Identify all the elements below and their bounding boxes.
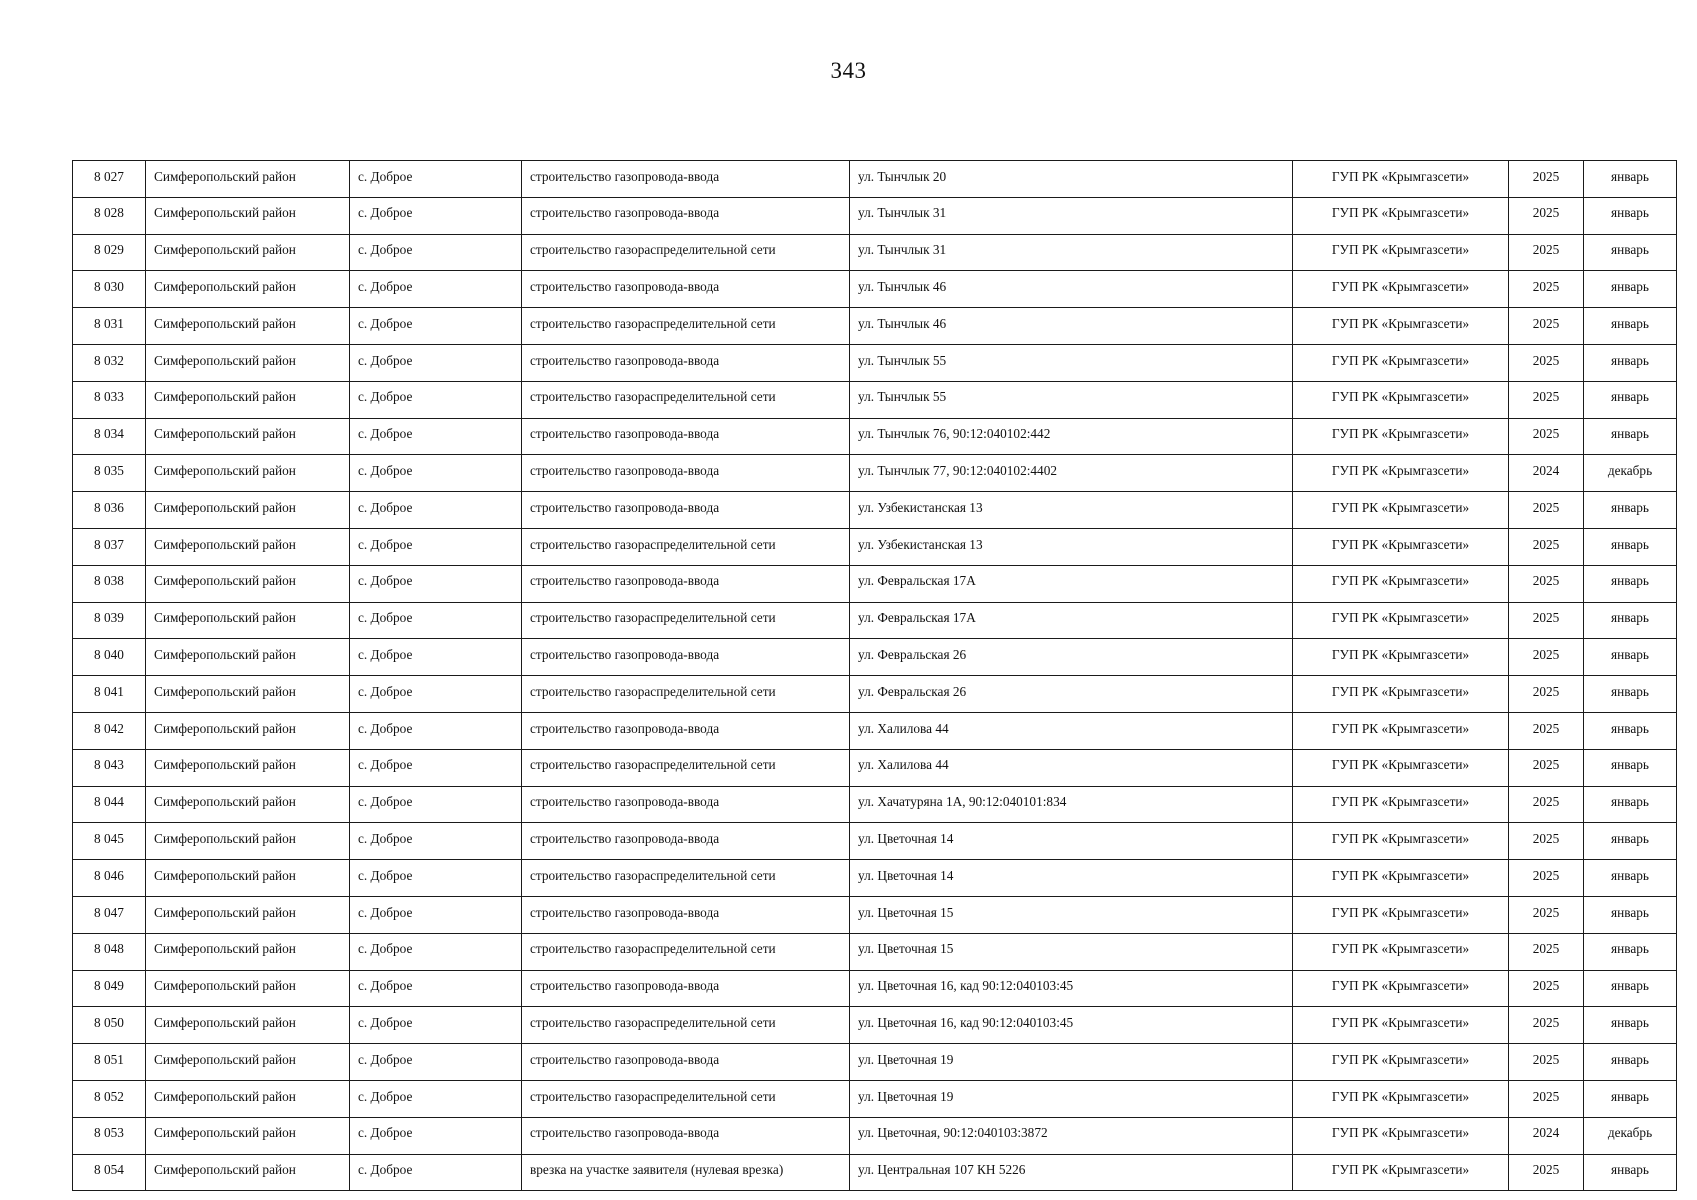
- cell-year: 2025: [1509, 823, 1584, 860]
- cell-address: ул. Февральская 17А: [850, 565, 1293, 602]
- table-row: [73, 896, 1677, 933]
- cell-address: ул. Узбекистанская 13: [850, 492, 1293, 529]
- cell-month: январь: [1584, 823, 1677, 860]
- cell-number: 8 053: [73, 1117, 146, 1154]
- cell-district: Симферопольский район: [146, 1154, 350, 1191]
- cell-month: январь: [1584, 1007, 1677, 1044]
- cell-month: январь: [1584, 565, 1677, 602]
- cell-work-type: строительство газораспределительной сети: [522, 308, 850, 345]
- cell-number: 8 052: [73, 1080, 146, 1117]
- cell-month: январь: [1584, 234, 1677, 271]
- cell-work-type: строительство газопровода-ввода: [522, 418, 850, 455]
- cell-settlement: с. Доброе: [350, 234, 522, 271]
- cell-address: ул. Цветочная 14: [850, 823, 1293, 860]
- cell-organization: ГУП РК «Крымгазсети»: [1293, 308, 1509, 345]
- cell-organization: ГУП РК «Крымгазсети»: [1293, 712, 1509, 749]
- cell-settlement: с. Доброе: [350, 565, 522, 602]
- cell-district: Симферопольский район: [146, 639, 350, 676]
- table-row: [73, 344, 1677, 381]
- cell-year: 2025: [1509, 712, 1584, 749]
- cell-organization: ГУП РК «Крымгазсети»: [1293, 602, 1509, 639]
- cell-month: январь: [1584, 970, 1677, 1007]
- cell-organization: ГУП РК «Крымгазсети»: [1293, 197, 1509, 234]
- cell-organization: ГУП РК «Крымгазсети»: [1293, 749, 1509, 786]
- cell-district: Симферопольский район: [146, 896, 350, 933]
- cell-address: ул. Халилова 44: [850, 712, 1293, 749]
- cell-number: 8 034: [73, 418, 146, 455]
- cell-year: 2025: [1509, 933, 1584, 970]
- table-row: [73, 455, 1677, 492]
- cell-organization: ГУП РК «Крымгазсети»: [1293, 161, 1509, 198]
- cell-year: 2024: [1509, 455, 1584, 492]
- cell-organization: ГУП РК «Крымгазсети»: [1293, 344, 1509, 381]
- cell-settlement: с. Доброе: [350, 528, 522, 565]
- table-row: [73, 381, 1677, 418]
- cell-settlement: с. Доброе: [350, 271, 522, 308]
- cell-month: январь: [1584, 1044, 1677, 1081]
- cell-settlement: с. Доброе: [350, 749, 522, 786]
- cell-address: ул. Тынчлык 31: [850, 234, 1293, 271]
- cell-work-type: строительство газопровода-ввода: [522, 161, 850, 198]
- cell-district: Симферопольский район: [146, 381, 350, 418]
- cell-month: январь: [1584, 860, 1677, 897]
- cell-address: ул. Цветочная 15: [850, 896, 1293, 933]
- cell-number: 8 048: [73, 933, 146, 970]
- cell-district: Симферопольский район: [146, 712, 350, 749]
- cell-district: Симферопольский район: [146, 933, 350, 970]
- cell-organization: ГУП РК «Крымгазсети»: [1293, 1117, 1509, 1154]
- cell-organization: ГУП РК «Крымгазсети»: [1293, 933, 1509, 970]
- cell-organization: ГУП РК «Крымгазсети»: [1293, 823, 1509, 860]
- cell-work-type: строительство газопровода-ввода: [522, 197, 850, 234]
- cell-work-type: строительство газораспределительной сети: [522, 860, 850, 897]
- cell-work-type: строительство газораспределительной сети: [522, 381, 850, 418]
- cell-settlement: с. Доброе: [350, 896, 522, 933]
- table-row: [73, 639, 1677, 676]
- table-row: [73, 1007, 1677, 1044]
- cell-work-type: строительство газораспределительной сети: [522, 234, 850, 271]
- table-row: [73, 565, 1677, 602]
- table-row: [73, 676, 1677, 713]
- cell-year: 2025: [1509, 271, 1584, 308]
- cell-organization: ГУП РК «Крымгазсети»: [1293, 492, 1509, 529]
- registry-table: [72, 160, 1677, 1191]
- cell-settlement: с. Доброе: [350, 455, 522, 492]
- cell-month: январь: [1584, 1080, 1677, 1117]
- table-row: [73, 1154, 1677, 1191]
- cell-number: 8 032: [73, 344, 146, 381]
- cell-settlement: с. Доброе: [350, 492, 522, 529]
- cell-work-type: врезка на участке заявителя (нулевая врезка): [522, 1154, 850, 1191]
- cell-work-type: строительство газораспределительной сети: [522, 933, 850, 970]
- cell-month: январь: [1584, 197, 1677, 234]
- cell-settlement: с. Доброе: [350, 1044, 522, 1081]
- cell-year: 2025: [1509, 676, 1584, 713]
- cell-year: 2024: [1509, 1117, 1584, 1154]
- cell-settlement: с. Доброе: [350, 1007, 522, 1044]
- cell-number: 8 047: [73, 896, 146, 933]
- table-row: [73, 1044, 1677, 1081]
- cell-address: ул. Тынчлык 46: [850, 308, 1293, 345]
- cell-work-type: строительство газопровода-ввода: [522, 344, 850, 381]
- cell-address: ул. Цветочная, 90:12:040103:3872: [850, 1117, 1293, 1154]
- cell-district: Симферопольский район: [146, 528, 350, 565]
- cell-number: 8 036: [73, 492, 146, 529]
- cell-district: Симферопольский район: [146, 565, 350, 602]
- cell-organization: ГУП РК «Крымгазсети»: [1293, 1080, 1509, 1117]
- cell-work-type: строительство газопровода-ввода: [522, 1044, 850, 1081]
- cell-settlement: с. Доброе: [350, 1117, 522, 1154]
- cell-settlement: с. Доброе: [350, 381, 522, 418]
- cell-year: 2025: [1509, 234, 1584, 271]
- cell-number: 8 029: [73, 234, 146, 271]
- cell-number: 8 040: [73, 639, 146, 676]
- cell-month: январь: [1584, 749, 1677, 786]
- cell-settlement: с. Доброе: [350, 933, 522, 970]
- cell-settlement: с. Доброе: [350, 308, 522, 345]
- cell-settlement: с. Доброе: [350, 197, 522, 234]
- cell-work-type: строительство газопровода-ввода: [522, 565, 850, 602]
- cell-year: 2025: [1509, 381, 1584, 418]
- cell-address: ул. Халилова 44: [850, 749, 1293, 786]
- cell-district: Симферопольский район: [146, 676, 350, 713]
- cell-year: 2025: [1509, 344, 1584, 381]
- table-row: [73, 749, 1677, 786]
- cell-month: январь: [1584, 639, 1677, 676]
- cell-year: 2025: [1509, 896, 1584, 933]
- cell-work-type: строительство газопровода-ввода: [522, 823, 850, 860]
- cell-month: январь: [1584, 528, 1677, 565]
- cell-number: 8 046: [73, 860, 146, 897]
- cell-month: январь: [1584, 786, 1677, 823]
- cell-address: ул. Центральная 107 КН 5226: [850, 1154, 1293, 1191]
- cell-district: Симферопольский район: [146, 418, 350, 455]
- cell-organization: ГУП РК «Крымгазсети»: [1293, 418, 1509, 455]
- cell-address: ул. Тынчлык 77, 90:12:040102:4402: [850, 455, 1293, 492]
- cell-settlement: с. Доброе: [350, 639, 522, 676]
- cell-district: Симферопольский район: [146, 860, 350, 897]
- cell-organization: ГУП РК «Крымгазсети»: [1293, 455, 1509, 492]
- cell-month: январь: [1584, 602, 1677, 639]
- cell-settlement: с. Доброе: [350, 823, 522, 860]
- cell-year: 2025: [1509, 197, 1584, 234]
- cell-address: ул. Тынчлык 76, 90:12:040102:442: [850, 418, 1293, 455]
- cell-work-type: строительство газораспределительной сети: [522, 528, 850, 565]
- cell-settlement: с. Доброе: [350, 1154, 522, 1191]
- cell-work-type: строительство газопровода-ввода: [522, 639, 850, 676]
- cell-organization: ГУП РК «Крымгазсети»: [1293, 565, 1509, 602]
- table-row: [73, 602, 1677, 639]
- cell-address: ул. Цветочная 14: [850, 860, 1293, 897]
- cell-month: январь: [1584, 271, 1677, 308]
- cell-number: 8 041: [73, 676, 146, 713]
- cell-work-type: строительство газораспределительной сети: [522, 749, 850, 786]
- cell-address: ул. Цветочная 19: [850, 1044, 1293, 1081]
- cell-organization: ГУП РК «Крымгазсети»: [1293, 1154, 1509, 1191]
- cell-year: 2025: [1509, 492, 1584, 529]
- cell-month: январь: [1584, 676, 1677, 713]
- cell-number: 8 049: [73, 970, 146, 1007]
- cell-address: ул. Цветочная 19: [850, 1080, 1293, 1117]
- table-row: [73, 271, 1677, 308]
- table-row: [73, 528, 1677, 565]
- cell-year: 2025: [1509, 1007, 1584, 1044]
- table-row: [73, 418, 1677, 455]
- cell-district: Симферопольский район: [146, 455, 350, 492]
- cell-district: Симферопольский район: [146, 1044, 350, 1081]
- cell-organization: ГУП РК «Крымгазсети»: [1293, 786, 1509, 823]
- cell-year: 2025: [1509, 639, 1584, 676]
- cell-district: Симферопольский район: [146, 970, 350, 1007]
- cell-number: 8 031: [73, 308, 146, 345]
- cell-year: 2025: [1509, 418, 1584, 455]
- table-row: [73, 823, 1677, 860]
- cell-year: 2025: [1509, 1080, 1584, 1117]
- cell-number: 8 037: [73, 528, 146, 565]
- cell-month: декабрь: [1584, 455, 1677, 492]
- cell-number: 8 044: [73, 786, 146, 823]
- cell-address: ул. Тынчлык 46: [850, 271, 1293, 308]
- cell-settlement: с. Доброе: [350, 418, 522, 455]
- cell-district: Симферопольский район: [146, 344, 350, 381]
- cell-year: 2025: [1509, 565, 1584, 602]
- cell-settlement: с. Доброе: [350, 602, 522, 639]
- table-row: [73, 970, 1677, 1007]
- cell-number: 8 051: [73, 1044, 146, 1081]
- cell-work-type: строительство газораспределительной сети: [522, 602, 850, 639]
- cell-work-type: строительство газопровода-ввода: [522, 970, 850, 1007]
- table-row: [73, 308, 1677, 345]
- cell-address: ул. Тынчлык 20: [850, 161, 1293, 198]
- cell-address: ул. Цветочная 16, кад 90:12:040103:45: [850, 970, 1293, 1007]
- table-row: [73, 860, 1677, 897]
- cell-organization: ГУП РК «Крымгазсети»: [1293, 896, 1509, 933]
- table-row: [73, 1080, 1677, 1117]
- cell-year: 2025: [1509, 860, 1584, 897]
- cell-work-type: строительство газопровода-ввода: [522, 455, 850, 492]
- cell-settlement: с. Доброе: [350, 676, 522, 713]
- table-row: [73, 234, 1677, 271]
- cell-year: 2025: [1509, 970, 1584, 1007]
- cell-year: 2025: [1509, 1154, 1584, 1191]
- cell-district: Симферопольский район: [146, 197, 350, 234]
- cell-number: 8 050: [73, 1007, 146, 1044]
- cell-district: Симферопольский район: [146, 1080, 350, 1117]
- cell-settlement: с. Доброе: [350, 860, 522, 897]
- cell-organization: ГУП РК «Крымгазсети»: [1293, 676, 1509, 713]
- cell-settlement: с. Доброе: [350, 786, 522, 823]
- cell-work-type: строительство газопровода-ввода: [522, 786, 850, 823]
- cell-district: Симферопольский район: [146, 1007, 350, 1044]
- cell-address: ул. Цветочная 15: [850, 933, 1293, 970]
- cell-year: 2025: [1509, 1044, 1584, 1081]
- cell-number: 8 039: [73, 602, 146, 639]
- cell-address: ул. Тынчлык 31: [850, 197, 1293, 234]
- cell-year: 2025: [1509, 786, 1584, 823]
- cell-address: ул. Февральская 17А: [850, 602, 1293, 639]
- cell-number: 8 027: [73, 161, 146, 198]
- cell-month: январь: [1584, 1154, 1677, 1191]
- cell-address: ул. Тынчлык 55: [850, 344, 1293, 381]
- cell-month: январь: [1584, 308, 1677, 345]
- cell-settlement: с. Доброе: [350, 1080, 522, 1117]
- cell-month: январь: [1584, 344, 1677, 381]
- cell-organization: ГУП РК «Крымгазсети»: [1293, 271, 1509, 308]
- cell-organization: ГУП РК «Крымгазсети»: [1293, 860, 1509, 897]
- cell-number: 8 033: [73, 381, 146, 418]
- cell-work-type: строительство газопровода-ввода: [522, 1117, 850, 1154]
- cell-district: Симферопольский район: [146, 749, 350, 786]
- cell-number: 8 043: [73, 749, 146, 786]
- cell-number: 8 030: [73, 271, 146, 308]
- cell-month: январь: [1584, 896, 1677, 933]
- registry-body: [73, 161, 1677, 1191]
- cell-address: ул. Тынчлык 55: [850, 381, 1293, 418]
- cell-work-type: строительство газопровода-ввода: [522, 492, 850, 529]
- cell-work-type: строительство газопровода-ввода: [522, 896, 850, 933]
- cell-settlement: с. Доброе: [350, 712, 522, 749]
- cell-organization: ГУП РК «Крымгазсети»: [1293, 381, 1509, 418]
- cell-month: январь: [1584, 161, 1677, 198]
- cell-number: 8 042: [73, 712, 146, 749]
- cell-month: январь: [1584, 933, 1677, 970]
- cell-month: январь: [1584, 492, 1677, 529]
- cell-month: декабрь: [1584, 1117, 1677, 1154]
- cell-district: Симферопольский район: [146, 271, 350, 308]
- cell-number: 8 045: [73, 823, 146, 860]
- cell-district: Симферопольский район: [146, 1117, 350, 1154]
- cell-organization: ГУП РК «Крымгазсети»: [1293, 970, 1509, 1007]
- page-number: 343: [830, 58, 867, 83]
- cell-work-type: строительство газопровода-ввода: [522, 712, 850, 749]
- cell-address: ул. Хачатуряна 1А, 90:12:040101:834: [850, 786, 1293, 823]
- table-row: [73, 161, 1677, 198]
- cell-district: Симферопольский район: [146, 492, 350, 529]
- table-row: [73, 712, 1677, 749]
- cell-organization: ГУП РК «Крымгазсети»: [1293, 1007, 1509, 1044]
- cell-address: ул. Цветочная 16, кад 90:12:040103:45: [850, 1007, 1293, 1044]
- table-row: [73, 197, 1677, 234]
- cell-organization: ГУП РК «Крымгазсети»: [1293, 528, 1509, 565]
- cell-organization: ГУП РК «Крымгазсети»: [1293, 234, 1509, 271]
- cell-settlement: с. Доброе: [350, 970, 522, 1007]
- table-row: [73, 786, 1677, 823]
- cell-address: ул. Февральская 26: [850, 639, 1293, 676]
- cell-work-type: строительство газораспределительной сети: [522, 1080, 850, 1117]
- cell-district: Симферопольский район: [146, 602, 350, 639]
- cell-number: 8 028: [73, 197, 146, 234]
- cell-settlement: с. Доброе: [350, 161, 522, 198]
- cell-number: 8 035: [73, 455, 146, 492]
- table-row: [73, 933, 1677, 970]
- cell-month: январь: [1584, 381, 1677, 418]
- cell-district: Симферопольский район: [146, 786, 350, 823]
- cell-district: Симферопольский район: [146, 161, 350, 198]
- cell-year: 2025: [1509, 602, 1584, 639]
- cell-district: Симферопольский район: [146, 234, 350, 271]
- cell-district: Симферопольский район: [146, 823, 350, 860]
- cell-month: январь: [1584, 712, 1677, 749]
- cell-number: 8 054: [73, 1154, 146, 1191]
- cell-year: 2025: [1509, 749, 1584, 786]
- cell-organization: ГУП РК «Крымгазсети»: [1293, 639, 1509, 676]
- cell-year: 2025: [1509, 308, 1584, 345]
- cell-year: 2025: [1509, 528, 1584, 565]
- cell-district: Симферопольский район: [146, 308, 350, 345]
- cell-address: ул. Февральская 26: [850, 676, 1293, 713]
- cell-number: 8 038: [73, 565, 146, 602]
- table-row: [73, 492, 1677, 529]
- cell-organization: ГУП РК «Крымгазсети»: [1293, 1044, 1509, 1081]
- table-row: [73, 1117, 1677, 1154]
- cell-month: январь: [1584, 418, 1677, 455]
- cell-settlement: с. Доброе: [350, 344, 522, 381]
- cell-address: ул. Узбекистанская 13: [850, 528, 1293, 565]
- cell-work-type: строительство газораспределительной сети: [522, 1007, 850, 1044]
- cell-year: 2025: [1509, 161, 1584, 198]
- cell-work-type: строительство газораспределительной сети: [522, 676, 850, 713]
- cell-work-type: строительство газопровода-ввода: [522, 271, 850, 308]
